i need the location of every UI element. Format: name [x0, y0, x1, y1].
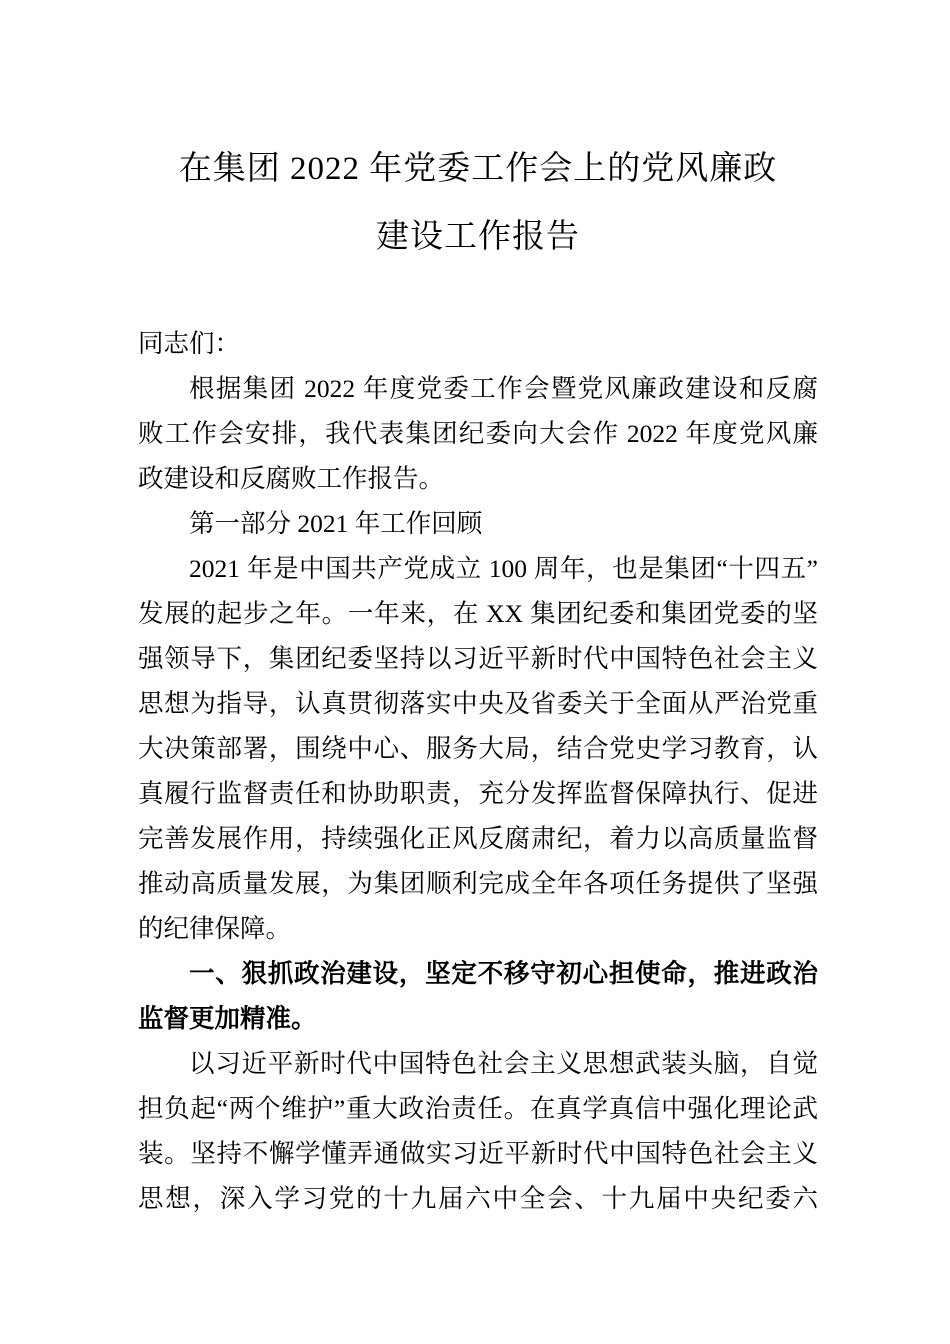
text-line: 推动高质量发展，为集团顺利完成全年各项任务提供了坚强	[138, 869, 818, 898]
text-line: 第一部分 2021 年工作回顾	[189, 509, 483, 538]
paragraph-section-1-heading	[138, 951, 818, 1041]
text-line: 发展的起步之年。一年来，在 XX 集团纪委和集团党委的坚	[138, 599, 818, 628]
paragraph-intro	[138, 366, 818, 501]
document-title	[138, 135, 818, 271]
text-line: 装。坚持不懈学懂弄通做实习近平新时代中国特色社会主义	[138, 1139, 818, 1168]
paragraph-salutation	[138, 321, 818, 366]
title-line-1: 在集团 2022 年党委工作会上的党风廉政	[178, 151, 778, 187]
text-line: 思想为指导，认真贯彻落实中央及省委关于全面从严治党重	[138, 689, 818, 718]
text-line: 担负起“两个维护”重大政治责任。在真学真信中强化理论武	[138, 1094, 818, 1123]
paragraph-2021-review	[138, 546, 818, 951]
text-line: 真履行监督责任和协助职责，充分发挥监督保障执行、促进	[138, 779, 818, 808]
text-line: 的纪律保障。	[138, 914, 292, 943]
text-line: 强领导下，集团纪委坚持以习近平新时代中国特色社会主义	[138, 644, 818, 673]
text-line: 政建设和反腐败工作报告。	[138, 464, 445, 493]
text-line: 以习近平新时代中国特色社会主义思想武装头脑，自觉	[189, 1049, 818, 1078]
text-line: 根据集团 2022 年度党委工作会暨党风廉政建设和反腐	[189, 374, 818, 403]
paragraph-part1-heading	[138, 501, 818, 546]
document-body	[138, 321, 818, 1221]
paragraph-section-1-body	[138, 1041, 818, 1221]
title-line-2: 建设工作报告	[376, 219, 580, 255]
text-line: 完善发展作用，持续强化正风反腐肃纪，着力以高质量监督	[138, 824, 818, 853]
text-line: 思想，深入学习党的十九届六中全会、十九届中央纪委六	[138, 1184, 818, 1213]
text-line: 同志们：	[138, 329, 241, 358]
text-line: 监督更加精准。	[138, 1004, 317, 1033]
text-line: 一、狠抓政治建设，坚定不移守初心担使命，推进政治	[189, 959, 818, 988]
text-line: 2021 年是中国共产党成立 100 周年，也是集团“十四五”	[189, 554, 818, 583]
text-line: 大决策部署，围绕中心、服务大局，结合党史学习教育，认	[138, 734, 818, 763]
text-line: 败工作会安排，我代表集团纪委向大会作 2022 年度党风廉	[138, 419, 818, 448]
